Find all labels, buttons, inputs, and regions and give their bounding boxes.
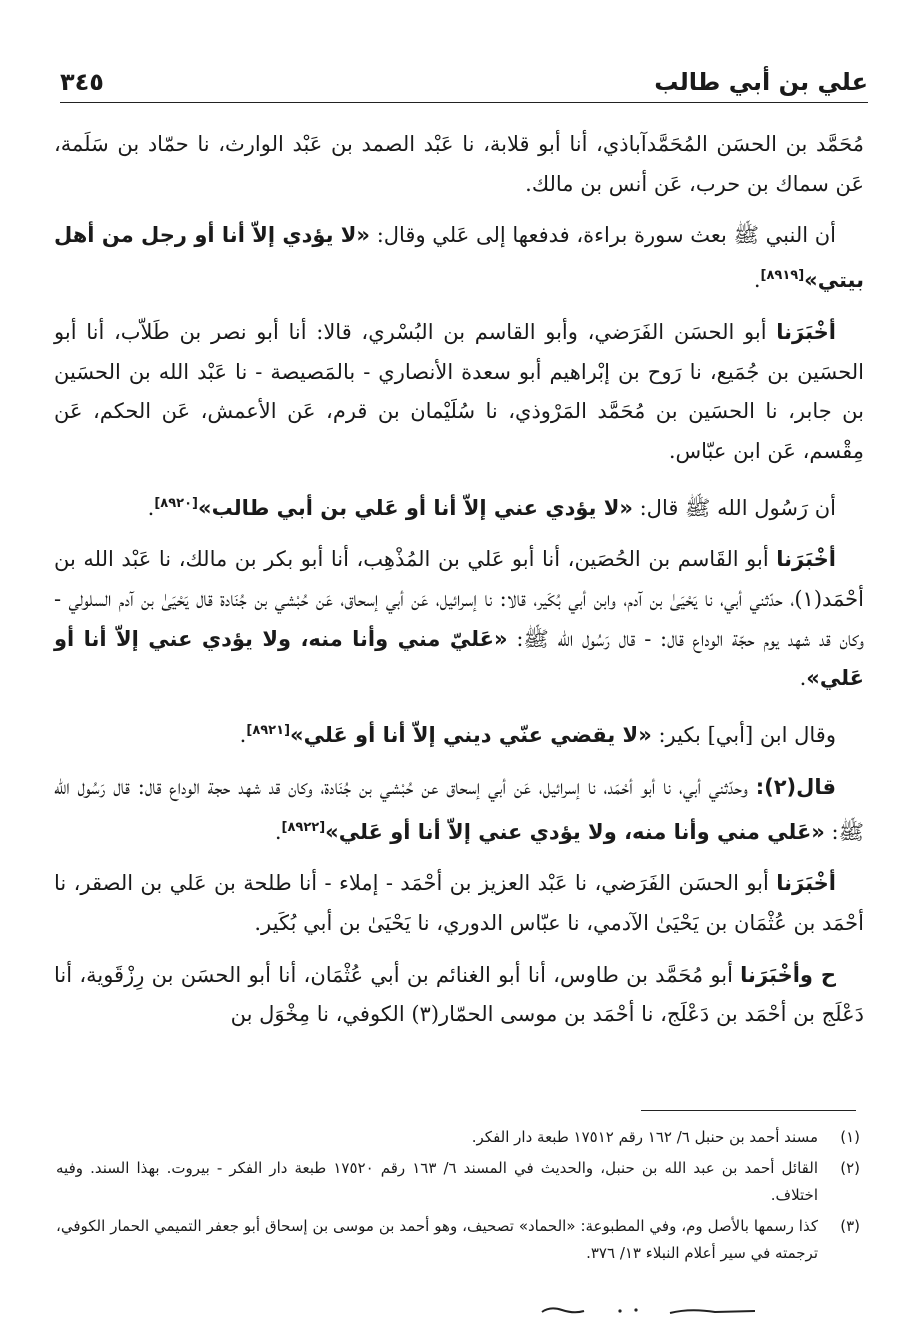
paragraph-text: أبو مُحَمَّد بن طاوس، أنا أبو الغنائم بن أبي عُثْمَان، أنا أبو الحسَن بن رِزْقَوية، أنا دَعْلَج بن أحْمَد بن دَعْلَج، نا أحْمَد بن موسى الحمّار(٣) الكوفي، نا مِخْوَل بن bbox=[54, 962, 864, 1027]
paragraph bbox=[54, 956, 864, 1035]
paragraph-text: أبو الحسَن الفَرَضي، وأبو القاسم بن البُسْري، قالا: أنا أبو نصر بن طَلاّب، أنا أبو الحسَين بن جُمَيع، نا رَوح بن إبْراهيم أبو سعدة الأنصاري - بالمَصيصة - نا عَبْد الله بن الحسَين بن جابر، نا الحسَين بن مُحَمَّد المَرْوذي، نا سُلَيْمان بن قرم، عَن الأعمش، عَن الحكم، عَن مِقْسم، عَن ابن عبّاس. bbox=[54, 319, 864, 463]
paragraph bbox=[54, 864, 864, 943]
footnote-number: (١) bbox=[840, 1128, 860, 1146]
hadith-quote: «لا يؤدي عني إلاّ أنا أو عَلي بن أبي طالب» bbox=[198, 495, 633, 520]
footnote bbox=[56, 1155, 860, 1209]
hadith-number: [٨٩٢٢] bbox=[281, 819, 326, 835]
footnote bbox=[56, 1124, 860, 1151]
hadith-quote: «عَليّ مني وأنا منه، ولا يؤدي عني إلاّ أنا أو عَلي» bbox=[54, 626, 864, 691]
hadith-number: [٨٩٢٠] bbox=[154, 495, 198, 511]
paragraph: أن رَسُول الله ﷺ قال: «لا يؤدي عني إلاّ أنا أو عَلي بن أبي طالب»[٨٩٢٠]. bbox=[147, 495, 836, 520]
paragraph-text: أبو الحسَن الفَرَضي، نا عَبْد العزيز بن أحْمَد - إملاء - أنا طلحة بن عَلي بن الصقر، نا أحْمَد بن عُثْمَان بن يَحْيَىٰ الآدمي، نا عبّاس الدوري، نا يَحْيَىٰ بن أبي بُكَير. bbox=[54, 871, 864, 935]
paragraph bbox=[54, 313, 864, 472]
footnote-number: (٢) bbox=[840, 1159, 860, 1177]
paragraph-text: وقال ابن [أبي] بكير: bbox=[658, 723, 836, 748]
footnote-text: كذا رسمها بالأصل وم، وفي المطبوعة: «الحماد» تصحيف، وهو أحمد بن موسى بن إسحاق أبو جعفر التميمي الحمار الكوفي، ترجمته في سير أعلام النبلاء ١٣/ ٣٧٦. bbox=[56, 1217, 818, 1262]
running-header bbox=[60, 66, 868, 103]
paragraph: أخْبَرَنا أبو القَاسم بن الحُصَين، أنا أبو عَلي بن المُذْهِب، أنا أبو بكر بن مالك، نا عَبْد الله بن أحْمَد(١)، حدّثني أبي، نا يَحْيَىٰ بن آدم، وابن أبي بُكَير، قالا: نا إسرائيل، عَن أبي إسحاق، عَن حُبْشي بن جُنَادة قال يَحْيَىٰ بن آدم السلولي - وكان قد شهد يوم حجّة الوداع قال: - قال رَسُول الله ﷺ: «عَليّ مني وأنا منه، ولا يؤدي عني إلاّ أنا أو عَلي». bbox=[54, 547, 864, 691]
hadith-quote: «عَلي مني وأنا منه، ولا يؤدي عني إلاّ أنا أو عَلي» bbox=[325, 819, 825, 844]
paragraph: أن النبي ﷺ بعث سورة براءة، فدفعها إلى عَلي وقال: «لا يؤدي إلاّ أنا أو رجل من أهل بيتي»[٨٩١٩]. bbox=[54, 223, 864, 293]
paragraph-text: أن رَسُول الله ﷺ قال: bbox=[639, 495, 836, 520]
footnote-separator bbox=[641, 1110, 856, 1111]
paragraph-lead: أخْبَرَنا bbox=[776, 547, 836, 572]
paragraph-text: أن النبي ﷺ بعث سورة براءة، فدفعها إلى عَلي وقال: bbox=[376, 223, 836, 248]
scan-artifact-marks bbox=[540, 1302, 760, 1318]
hadith-quote: «لا يقضي عنّي ديني إلاّ أنا أو عَلي» bbox=[290, 723, 652, 748]
hadith-number: [٨٩٢١] bbox=[246, 723, 291, 739]
footnote bbox=[56, 1213, 860, 1267]
footnote-text: مسند أحمد بن حنبل ٦/ ١٦٢ رقم ١٧٥١٢ طبعة دار الفكر. bbox=[471, 1128, 818, 1146]
paragraph-text: مُحَمَّد بن الحسَن المُحَمَّدآباذي، أنا أبو قلابة، نا عَبْد الصمد بن عَبْد الوارث، نا حمّاد بن سَلَمة، عَن سماك بن حرب، عَن أنس بن مالك. bbox=[54, 132, 864, 196]
paragraph-lead: أخْبَرَنا bbox=[776, 871, 836, 896]
paragraph-lead: ح وأخْبَرَنا bbox=[740, 962, 836, 987]
hadith-number: [٨٩١٩] bbox=[760, 268, 805, 284]
footnote-number: (٣) bbox=[840, 1217, 860, 1235]
paragraph: وقال ابن [أبي] بكير: «لا يقضي عنّي ديني إلاّ أنا أو عَلي»[٨٩٢١]. bbox=[239, 723, 836, 748]
page-number: ٣٤٥ bbox=[60, 68, 104, 96]
hadith-quote: «لا يؤدي إلاّ أنا أو رجل من أهل بيتي» bbox=[54, 223, 864, 293]
paragraph-text: أبو القَاسم بن الحُصَين، أنا أبو عَلي بن المُذْهِب، أنا أبو بكر بن مالك، نا عَبْد الله بن أحْمَد(١)، حدّثني أبي، نا يَحْيَىٰ بن آدم، وابن أبي بُكَير، قالا: نا إسرائيل، عَن أبي إسحاق، عَن حُبْشي بن جُنَادة قال يَحْيَىٰ بن آدم السلولي - وكان قد شهد يوم حجّة الوداع قال: - قال رَسُول الله ﷺ: bbox=[54, 547, 864, 651]
footnotes bbox=[56, 1124, 860, 1271]
paragraph-lead: قال(٢): bbox=[755, 774, 836, 799]
paragraph bbox=[54, 125, 864, 204]
footnote-text: القائل أحمد بن عبد الله بن حنبل، والحديث في المسند ٦/ ١٦٣ رقم ١٧٥٢٠ طبعة دار الفكر - بيروت. بهذا السند. وفيه اختلاف. bbox=[56, 1159, 818, 1204]
main-text bbox=[54, 125, 864, 1047]
paragraph: قال(٢): وحدّثني أبي، نا أبو أحْمَد، نا إسرائيل، عَن أبي إسحاق عن حُبْشي بن جُنَادة، وكان قد شهد حجة الوداع قال: قال رَسُول الله ﷺ: «عَلي مني وأنا منه، ولا يؤدي عني إلاّ أنا أو عَلي»[٨٩٢٢]. bbox=[54, 774, 864, 844]
header-title: علي بن أبي طالب bbox=[654, 68, 868, 96]
paragraph-lead: أخْبَرَنا bbox=[776, 319, 836, 344]
paragraph-text: وحدّثني أبي، نا أبو أحْمَد، نا إسرائيل، عَن أبي إسحاق عن حُبْشي بن جُنَادة، وكان قد شهد حجة الوداع قال: قال رَسُول الله ﷺ: bbox=[54, 774, 864, 844]
